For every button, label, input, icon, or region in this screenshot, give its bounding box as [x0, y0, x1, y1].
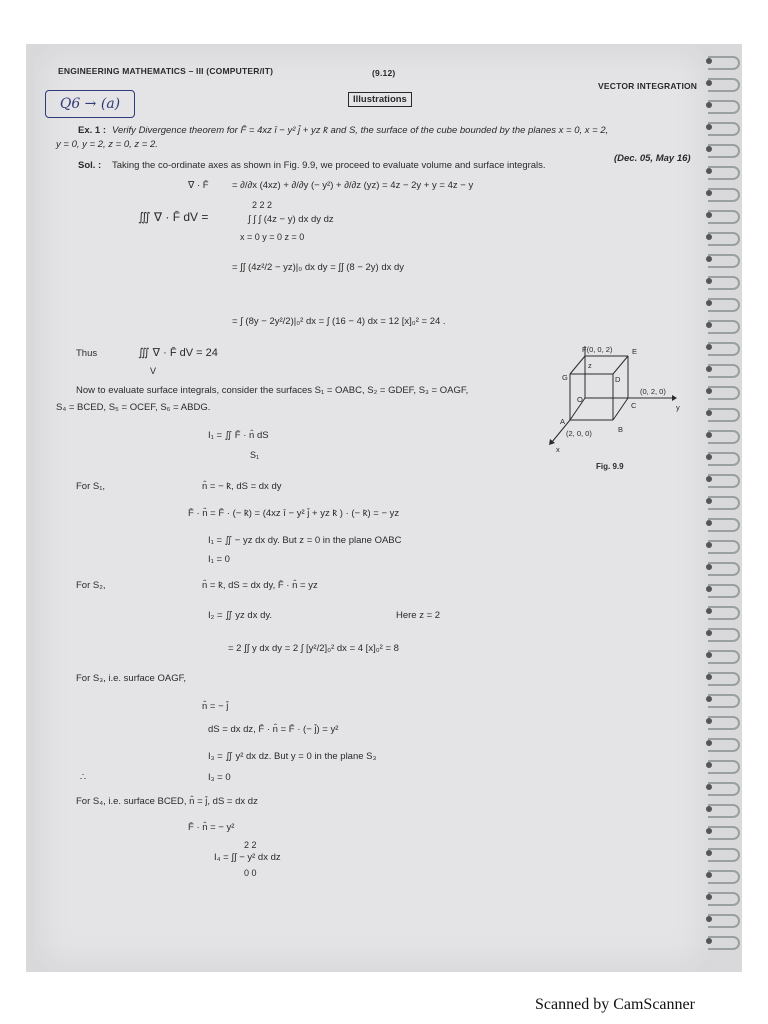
- spiral-coil: [708, 672, 740, 686]
- volume-limits-bottom: x = 0 y = 0 z = 0: [240, 232, 305, 242]
- s1-normal: n̂ = − k̄, dS = dx dy: [202, 481, 282, 492]
- volume-line-1: ∫ ∫ ∫ (4z − y) dx dy dz: [248, 214, 334, 225]
- binding-hole: [706, 674, 712, 680]
- binding-hole: [706, 300, 712, 306]
- spiral-coil: [708, 276, 740, 290]
- div-lhs: ∇ · F̄: [188, 180, 209, 191]
- spiral-coil: [708, 496, 740, 510]
- spiral-coil: [708, 892, 740, 906]
- binding-hole: [706, 652, 712, 658]
- spiral-coil: [708, 452, 740, 466]
- y-arrow: [672, 395, 677, 401]
- binding-hole: [706, 718, 712, 724]
- binding-hole: [706, 586, 712, 592]
- binding-hole: [706, 454, 712, 460]
- spiral-coil: [708, 716, 740, 730]
- s3-normal: n̂ = − j̄: [202, 701, 229, 712]
- binding-hole: [706, 850, 712, 856]
- binding-hole: [706, 762, 712, 768]
- spiral-coil: [708, 870, 740, 884]
- binding-hole: [706, 828, 712, 834]
- s1-f-dot-n: F̄ · n̂ = F̄ · (− k̄) = (4xz ī − y² j̄ + yz k̄ ) · (− k̄) = − yz: [188, 508, 400, 519]
- thus-subscript: V: [150, 366, 157, 376]
- s1-label: For S₁,: [76, 481, 106, 492]
- spiral-coil: [708, 738, 740, 752]
- spiral-coil: [708, 694, 740, 708]
- binding-hole: [706, 696, 712, 702]
- binding-hole: [706, 234, 712, 240]
- binding-hole: [706, 432, 712, 438]
- binding-hole: [706, 630, 712, 636]
- spiral-coil: [708, 56, 740, 70]
- binding-hole: [706, 872, 712, 878]
- s4-i4: I₄ = ∫∫ − y² dx dz: [214, 852, 281, 863]
- problem-reference: (Dec. 05, May 16): [614, 153, 691, 164]
- s3-ds: dS = dx dz, F̄ · n̂ = F̄ · (− j̄) = y²: [208, 724, 339, 735]
- binding-hole: [706, 520, 712, 526]
- spiral-coil: [708, 936, 740, 950]
- binding-hole: [706, 894, 712, 900]
- binding-hole: [706, 344, 712, 350]
- binding-hole: [706, 168, 712, 174]
- spiral-coil: [708, 254, 740, 268]
- spiral-coil: [708, 782, 740, 796]
- therefore-symbol: ∴: [80, 772, 87, 783]
- label-G: G: [562, 373, 568, 382]
- volume-lhs: ∭ ∇ · F̄ dV =: [138, 210, 209, 224]
- spiral-coil: [708, 232, 740, 246]
- spiral-coil: [708, 606, 740, 620]
- spiral-coil: [708, 210, 740, 224]
- binding-hole: [706, 784, 712, 790]
- binding-hole: [706, 366, 712, 372]
- label-O: O: [577, 395, 583, 404]
- spiral-coil: [708, 298, 740, 312]
- problem-label: Ex. 1 :: [78, 125, 106, 136]
- spiral-coil: [708, 562, 740, 576]
- label-x-point: (2, 0, 0): [566, 429, 592, 438]
- s1-i1-result: I₁ = 0: [208, 554, 230, 565]
- thus-equation: ∭ ∇ · F̄ dV = 24: [138, 347, 218, 359]
- solution-label: Sol. :: [78, 160, 102, 171]
- binding-hole: [706, 256, 712, 262]
- binding-hole: [706, 564, 712, 570]
- s3-i3: I₃ = ∬ y² dx dz. But y = 0 in the plane S₃: [208, 751, 377, 762]
- label-A: A: [560, 417, 566, 426]
- volume-line-2: = ∫∫ (4z²/2 − yz)|₀ dx dy = ∫∫ (8 − 2y) dx dy: [232, 262, 405, 273]
- s4-limits-bottom: 0 0: [244, 868, 257, 878]
- i1-definition: I₁ = ∬ F̄ · n̂ dS: [208, 430, 269, 441]
- s4-limits-top: 2 2: [244, 840, 257, 850]
- spiral-coil: [708, 826, 740, 840]
- label-C: C: [631, 401, 637, 410]
- binding-hole: [706, 190, 712, 196]
- s2-here: Here z = 2: [396, 610, 441, 621]
- volume-limits-top: 2 2 2: [252, 200, 273, 210]
- spiral-coil: [708, 584, 740, 598]
- s2-i2-result: = 2 ∫∫ y dx dy = 2 ∫ [y²/2]₀² dx = 4 [x]₀² = 8: [228, 643, 399, 654]
- spiral-coil: [708, 188, 740, 202]
- spiral-coil: [708, 100, 740, 114]
- label-x: x: [556, 445, 560, 454]
- problem-text-2: y = 0, y = 2, z = 0, z = 2.: [56, 139, 158, 150]
- volume-line-3: = ∫ (8y − 2y²/2)|₀² dx = ∫ (16 − 4) dx = 12 [x]₀² = 24 .: [232, 316, 446, 327]
- s2-label: For S₂,: [76, 580, 106, 591]
- spiral-coil: [708, 430, 740, 444]
- label-z: z: [588, 361, 592, 370]
- div-rhs: = ∂/∂x (4xz) + ∂/∂y (− y²) + ∂/∂z (yz) = 4z − 2y + y = 4z − y: [232, 180, 474, 191]
- spiral-coil: [708, 408, 740, 422]
- label-E: E: [632, 347, 638, 356]
- spiral-coil: [708, 122, 740, 136]
- label-D: D: [615, 375, 621, 384]
- scanner-watermark: Scanned by CamScanner: [535, 996, 695, 1013]
- edge-FG: [570, 356, 585, 374]
- spiral-coil: [708, 760, 740, 774]
- binding-hole: [706, 938, 712, 944]
- s1-i1: I₁ = ∬ − yz dx dy. But z = 0 in the plane OABC: [208, 535, 402, 546]
- label-y-point: (0, 2, 0): [640, 387, 666, 396]
- binding-hole: [706, 498, 712, 504]
- spiral-binding: [706, 46, 742, 970]
- spiral-coil: [708, 364, 740, 378]
- binding-hole: [706, 102, 712, 108]
- edge-ED: [613, 356, 628, 374]
- header-left: ENGINEERING MATHEMATICS – III (COMPUTER/IT): [58, 66, 274, 76]
- spiral-coil: [708, 386, 740, 400]
- s3-label: For S₃, i.e. surface OAGF,: [76, 673, 186, 684]
- spiral-coil: [708, 342, 740, 356]
- binding-hole: [706, 212, 712, 218]
- binding-hole: [706, 916, 712, 922]
- cube-figure: [540, 342, 690, 472]
- s4-label: For S₄, i.e. surface BCED, n̂ = j̄, dS = dx dz: [76, 796, 258, 807]
- binding-hole: [706, 322, 712, 328]
- binding-hole: [706, 146, 712, 152]
- spiral-coil: [708, 628, 740, 642]
- label-F: F(0, 0, 2): [582, 345, 613, 354]
- binding-hole: [706, 410, 712, 416]
- binding-hole: [706, 124, 712, 130]
- section-title: Illustrations: [348, 92, 412, 107]
- spiral-coil: [708, 804, 740, 818]
- binding-hole: [706, 806, 712, 812]
- edge-CB: [613, 398, 628, 420]
- binding-hole: [706, 608, 712, 614]
- header-right: VECTOR INTEGRATION: [598, 81, 698, 91]
- i1-subscript: S₁: [250, 450, 260, 460]
- spiral-coil: [708, 518, 740, 532]
- figure-caption: Fig. 9.9: [596, 462, 624, 471]
- binding-hole: [706, 476, 712, 482]
- spiral-coil: [708, 540, 740, 554]
- spiral-coil: [708, 320, 740, 334]
- handwritten-note: Q6 → (a): [45, 90, 135, 118]
- surfaces-intro: Now to evaluate surface integrals, consider the surfaces S₁ = OABC, S₂ = GDEF, S₃ = OAGF,: [76, 385, 469, 396]
- spiral-coil: [708, 650, 740, 664]
- spiral-coil: [708, 474, 740, 488]
- spiral-coil: [708, 144, 740, 158]
- spiral-coil: [708, 848, 740, 862]
- binding-hole: [706, 388, 712, 394]
- header-page-number: (9.12): [372, 68, 396, 78]
- s2-i2: I₂ = ∬ yz dx dy.: [208, 610, 273, 621]
- solution-intro: Taking the co-ordinate axes as shown in Fig. 9.9, we proceed to evaluate volume and surface integrals.: [112, 160, 546, 171]
- s3-i3-result: I₃ = 0: [208, 772, 231, 783]
- spiral-coil: [708, 914, 740, 928]
- problem-text: Verify Divergence theorem for F̄ = 4xz ī − y² j̄ + yz k̄ and S, the surface of the cube bounded by the planes x = 0, x = 2,: [112, 125, 609, 136]
- binding-hole: [706, 740, 712, 746]
- label-B: B: [618, 425, 624, 434]
- binding-hole: [706, 542, 712, 548]
- binding-hole: [706, 58, 712, 64]
- binding-hole: [706, 278, 712, 284]
- s4-f-dot-n: F̄ · n̂ = − y²: [188, 822, 235, 833]
- surfaces-intro-2: S₄ = BCED, S₅ = OCEF, S₆ = ABDG.: [56, 402, 211, 413]
- binding-hole: [706, 80, 712, 86]
- label-y: y: [676, 403, 680, 412]
- s2-normal: n̂ = k̄, dS = dx dy, F̄ · n̂ = yz: [202, 580, 318, 591]
- spiral-coil: [708, 166, 740, 180]
- thus-label: Thus: [76, 348, 98, 359]
- spiral-coil: [708, 78, 740, 92]
